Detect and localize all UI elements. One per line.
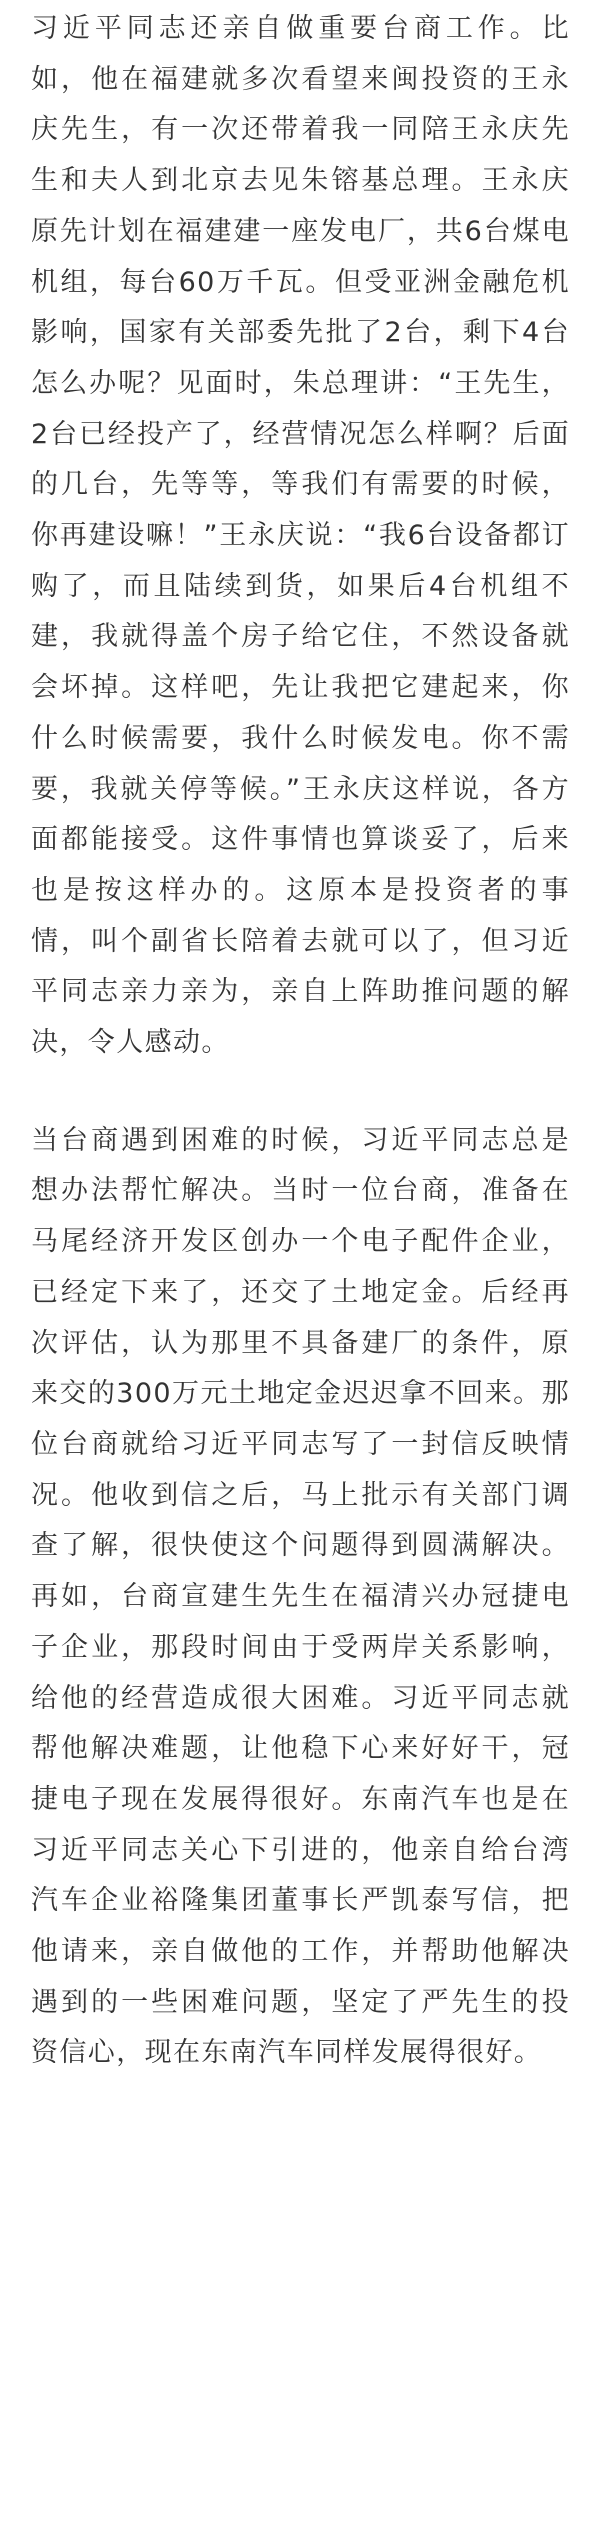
paragraph-2: 当台商遇到困难的时候，习近平同志总是想办法帮忙解决。当时一位台商，准备在马尾经济开发区创办一个电子配件企业，已经定下来了，还交了土地定金。后经再次评估，认为那里不具备建厂的条件，原来交的300万元土地定金迟迟拿不回来。那位台商就给习近平同志写了一封信反映情况。他收到信之后，马上批示有关部门调查了解，很快使这个问题得到圆满解决。再如，台商宣建生先生在福清兴办冠捷电子企业，那段时间由于受两岸关系影响，给他的经营造成很大困难。习近平同志就帮他解决难题，让他稳下心来好好干，冠捷电子现在发展得很好。东南汽车也是在习近平同志关心下引进的，他亲自给台湾汽车企业裕隆集团董事长严凯泰写信，把他请来，亲自做他的工作，并帮助他解决遇到的一些困难问题，坚定了严先生的投资信心，现在东南汽车同样发展得很好。 <box>31 1124 570 2069</box>
paragraph-1: 习近平同志还亲自做重要台商工作。比如，他在福建就多次看望来闽投资的王永庆先生，有一次还带着我一同陪王永庆先生和夫人到北京去见朱镕基总理。王永庆原先计划在福建建一座发电厂，共6台煤电机组，每台60万千瓦。但受亚洲金融危机影响，国家有关部委先批了2台，剩下4台怎么办呢？见面时，朱总理讲：“王先生，2台已经投产了，经营情况怎么样啊？后面的几台，先等等，等我们有需要的时候，你再建设嘛！”王永庆说：“我6台设备都订购了，而且陆续到货，如果后4台机组不建，我就得盖个房子给它住，不然设备就会坏掉。这样吧，先让我把它建起来，你什么时候需要，我什么时候发电。你不需要，我就关停等候。”王永庆这样说，各方面都能接受。这件事情也算谈妥了，后来也是按这样办的。这原本是投资者的事情，叫个副省长陪着去就可以了，但习近平同志亲力亲为，亲自上阵助推问题的解决，令人感动。 <box>31 13 570 1059</box>
